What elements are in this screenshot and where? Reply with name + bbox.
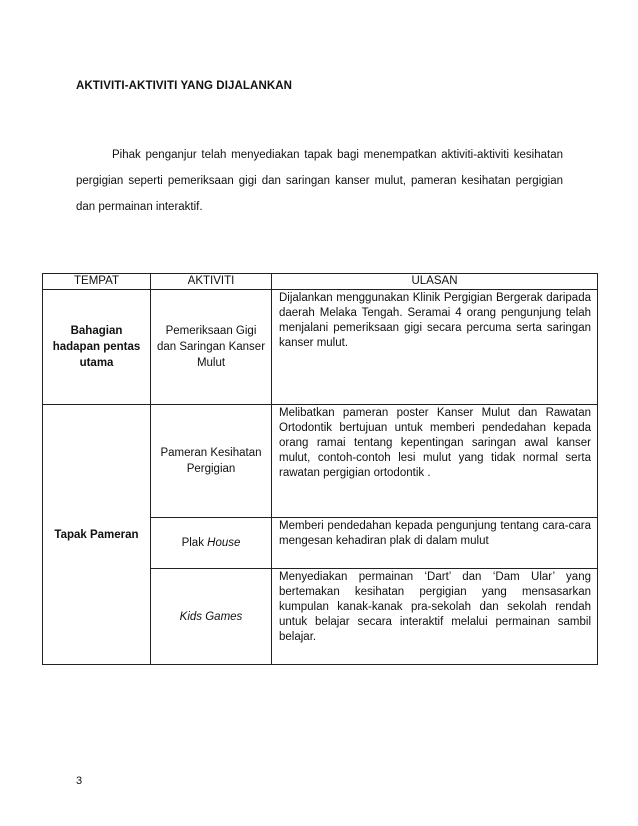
cell-tempat: Tapak Pameran bbox=[43, 405, 151, 665]
cell-aktiviti bbox=[151, 518, 272, 569]
table-header-row bbox=[43, 274, 598, 290]
cell-ulasan: Melibatkan pameran poster Kanser Mulut dan Rawatan Ortodontik bertujuan untuk memberi pendedahan kepada orang ramai tentang kepentingan saringan awal kanser mulut, contoh-contoh lesi mulut yang tidak normal serta rawatan pergigian ortodontik . bbox=[272, 405, 598, 518]
table-row bbox=[43, 290, 598, 405]
cell-ulasan: Menyediakan permainan ‘Dart’ dan ‘Dam Ular’ yang bertemakan kesihatan pergigian yang mensasarkan kumpulan kanak-kanak pra-sekolah dan sekolah rendah untuk belajar secara interaktif melalui permainan sambil belajar. bbox=[272, 569, 598, 665]
cell-aktiviti: Kids Games bbox=[151, 569, 272, 665]
cell-aktiviti: Pameran Kesihatan Pergigian bbox=[151, 405, 272, 518]
aktiviti-prefix: Plak bbox=[181, 537, 208, 549]
activities-table bbox=[42, 273, 598, 665]
table-row bbox=[43, 405, 598, 518]
section-heading: AKTIVITI-AKTIVITI YANG DIJALANKAN bbox=[76, 80, 293, 92]
header-aktiviti: AKTIVITI bbox=[151, 274, 272, 290]
page-number: 3 bbox=[76, 775, 83, 787]
intro-paragraph-text: Pihak penganjur telah menyediakan tapak bagi menempatkan aktiviti-aktiviti kesihatan pergigian seperti pemeriksaan gigi dan saringan kanser mulut, pameran kesihatan pergigian dan permainan interaktif. bbox=[76, 149, 563, 213]
aktiviti-italic: House bbox=[207, 537, 241, 549]
cell-tempat: Bahagian hadapan pentas utama bbox=[43, 290, 151, 405]
cell-aktiviti: Pemeriksaan Gigi dan Saringan Kanser Mulut bbox=[151, 290, 272, 405]
intro-paragraph bbox=[76, 142, 563, 220]
cell-ulasan: Memberi pendedahan kepada pengunjung tentang cara-cara mengesan kehadiran plak di dalam mulut bbox=[272, 518, 598, 569]
header-tempat: TEMPAT bbox=[43, 274, 151, 290]
cell-ulasan: Dijalankan menggunakan Klinik Pergigian Bergerak daripada daerah Melaka Tengah. Seramai 4 orang pengunjung telah menjalani pemeriksaan gigi secara percuma serta saringan kanser mulut. bbox=[272, 290, 598, 405]
header-ulasan: ULASAN bbox=[272, 274, 598, 290]
